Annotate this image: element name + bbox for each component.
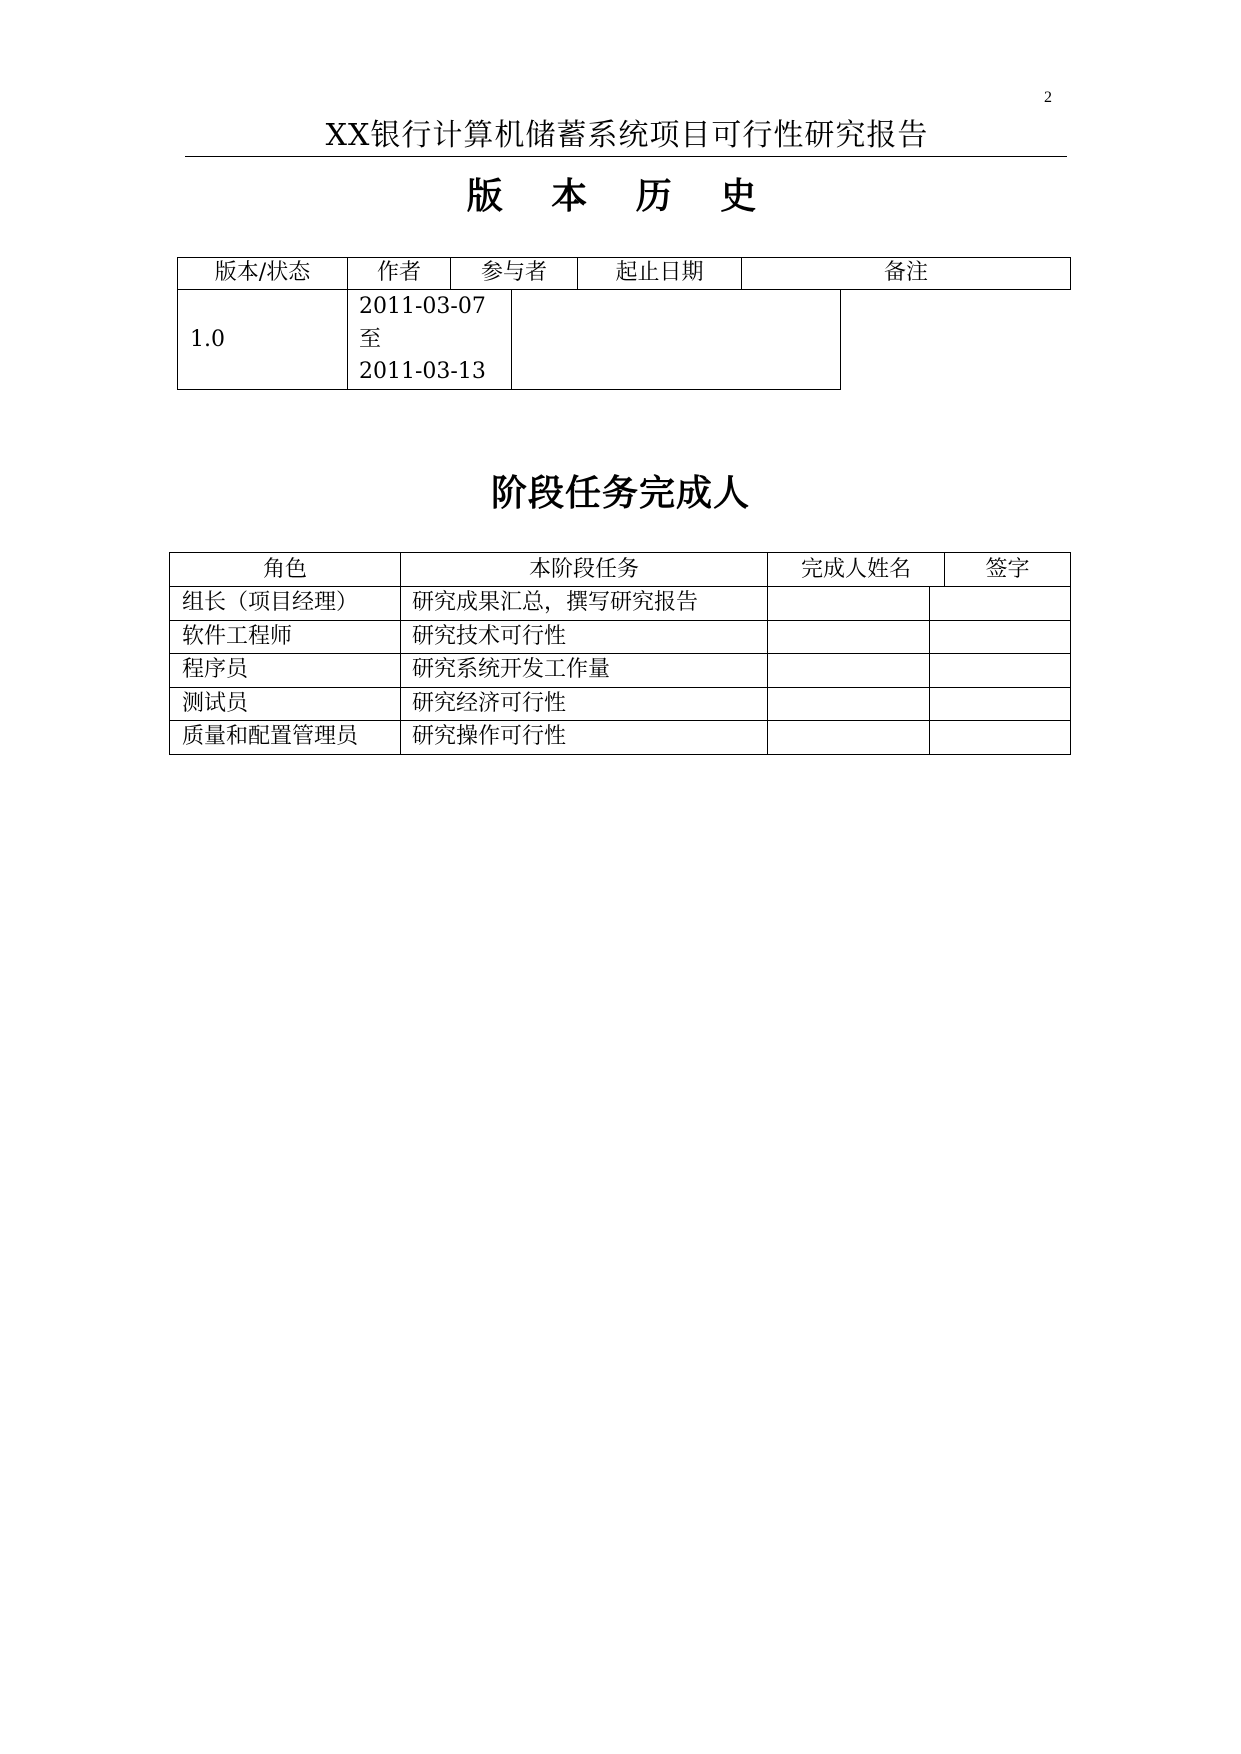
- task-cell: 研究系统开发工作量: [412, 657, 611, 682]
- table-rule: [169, 754, 1071, 755]
- task-cell: 研究经济可行性: [412, 691, 567, 716]
- role-cell: 测试员: [182, 691, 249, 716]
- col-header-author: 作者: [376, 260, 421, 285]
- col-header-date-range: 起止日期: [615, 260, 704, 285]
- table-rule: [169, 620, 1071, 621]
- role-cell: 软件工程师: [182, 624, 293, 649]
- task-cell: 研究成果汇总，撰写研究报告: [412, 590, 699, 615]
- col-header-participants: 参与者: [480, 260, 547, 285]
- col-header-signature: 签字: [985, 557, 1030, 582]
- role-cell: 组长（项目经理）: [182, 590, 359, 615]
- stage-tasks-title: 阶段任务完成人: [490, 472, 750, 514]
- col-header-version: 版本/状态: [214, 260, 311, 285]
- role-cell: 程序员: [182, 657, 249, 682]
- table-rule: [1070, 552, 1071, 755]
- task-cell: 研究操作可行性: [412, 724, 567, 749]
- table-rule: [177, 389, 841, 390]
- table-rule: [177, 289, 1071, 290]
- version-history-title: 版 本 历 史: [466, 175, 775, 217]
- date-start: 2011-03-07: [359, 294, 486, 319]
- role-cell: 质量和配置管理员: [182, 724, 359, 749]
- page-number: 2: [1044, 89, 1052, 106]
- table-rule: [1070, 257, 1071, 290]
- table-rule: [169, 687, 1071, 688]
- date-end: 2011-03-13: [359, 359, 486, 384]
- table-rule: [169, 586, 1071, 587]
- col-header-role: 角色: [262, 557, 307, 582]
- table-rule: [169, 552, 1071, 553]
- col-header-task: 本阶段任务: [528, 557, 639, 582]
- task-cell: 研究技术可行性: [412, 624, 567, 649]
- col-header-remarks: 备注: [883, 260, 928, 285]
- table-rule: [169, 720, 1071, 721]
- table-rule: [929, 586, 930, 755]
- table-rule: [840, 289, 841, 390]
- header-rule: [185, 156, 1067, 157]
- date-separator: 至: [359, 327, 382, 352]
- table-rule: [169, 653, 1071, 654]
- version-value: 1.0: [190, 327, 225, 352]
- table-rule: [511, 289, 512, 390]
- document-header: XX银行计算机储蓄系统项目可行性研究报告: [325, 118, 929, 153]
- col-header-assignee: 完成人姓名: [800, 557, 911, 582]
